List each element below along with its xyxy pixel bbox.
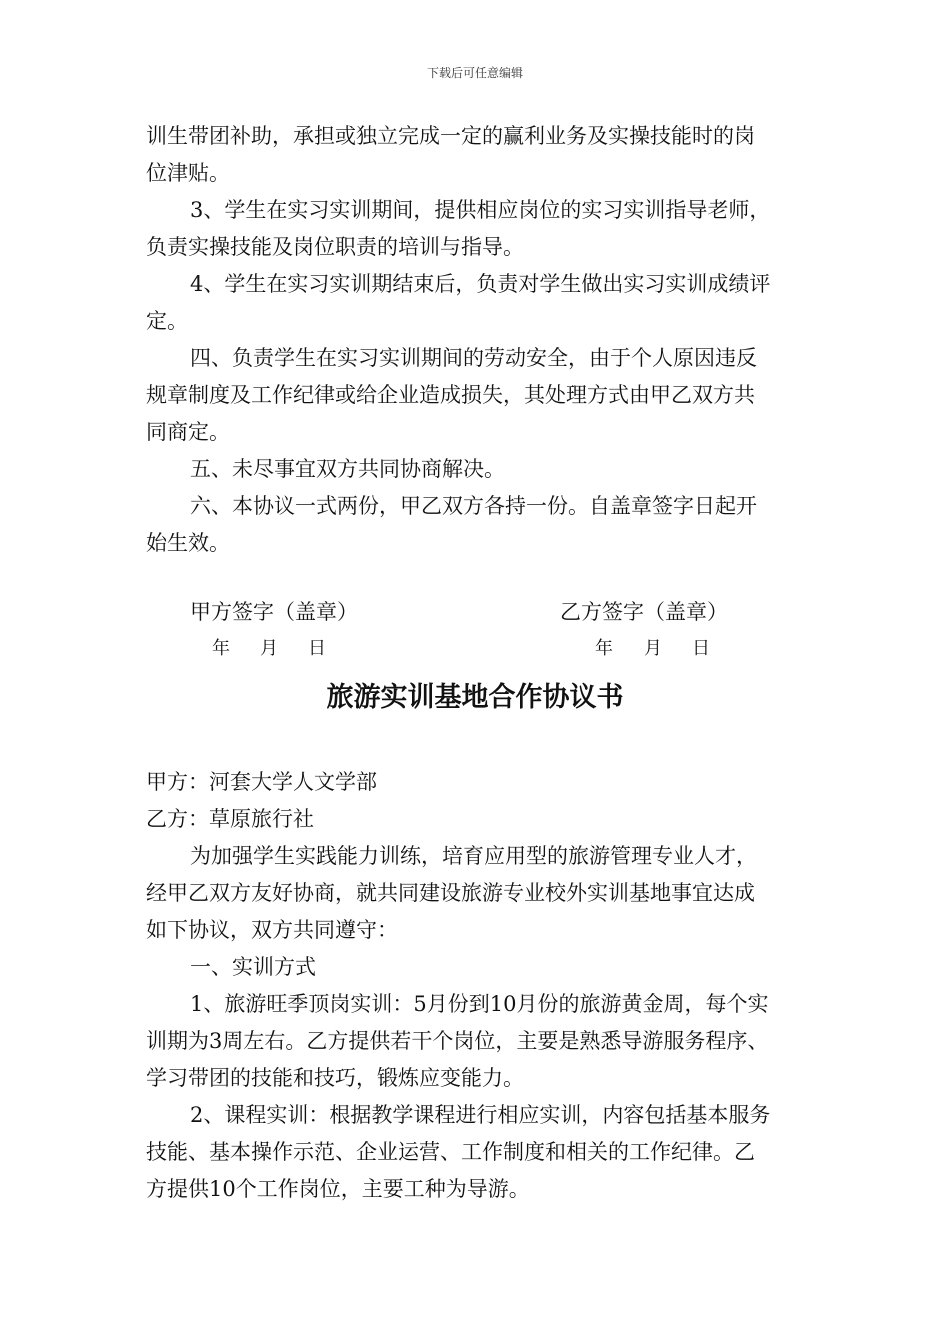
text-line: 为加强学生实践能力训练，培育应用型的旅游管理专业人才， (190, 844, 757, 868)
section-heading: 一、实训方式 (190, 955, 316, 979)
text-line: 经甲乙双方友好协商，就共同建设旅游专业校外实训基地事宜达成 (146, 881, 755, 905)
text-line: 负责实操技能及岗位职责的培训与指导。 (146, 235, 524, 259)
party-b-month: 月 (644, 638, 662, 659)
text-line: 四、负责学生在实习实训期间的劳动安全，由于个人原因违反 (190, 346, 757, 370)
party-a-year: 年 (212, 638, 230, 659)
lower-text-block (146, 764, 816, 1208)
text-line: 技能、基本操作示范、企业运营、工作制度和相关的工作纪律。乙 (146, 1140, 755, 1164)
party-a-signature-label: 甲方签字（盖章） (190, 600, 358, 624)
header-note: 下载后可任意编辑 (426, 66, 523, 80)
date-row (0, 634, 950, 664)
text-line: 训生带团补助，承担或独立完成一定的赢利业务及实操技能时的岗 (146, 124, 755, 148)
text-line: 同商定。 (146, 420, 230, 444)
text-line: 如下协议，双方共同遵守： (146, 918, 398, 942)
text-line: 学习带团的技能和技巧，锻炼应变能力。 (146, 1066, 524, 1090)
party-b-line: 乙方：草原旅行社 (146, 807, 314, 831)
text-line: 五、未尽事宜双方共同协商解决。 (190, 457, 505, 481)
text-line: 2、课程实训：根据教学课程进行相应实训，内容包括基本服务 (190, 1103, 771, 1127)
party-b-year: 年 (595, 638, 613, 659)
party-b-day: 日 (692, 638, 710, 659)
party-a-line: 甲方：河套大学人文学部 (146, 770, 377, 794)
party-a-month: 月 (260, 638, 278, 659)
text-line: 1、旅游旺季顶岗实训：5月份到10月份的旅游黄金周，每个实 (190, 992, 769, 1016)
document-title: 旅游实训基地合作协议书 (326, 682, 624, 713)
text-line: 方提供10个工作岗位，主要工种为导游。 (146, 1177, 530, 1201)
text-line: 4、学生在实习实训期结束后，负责对学生做出实习实训成绩评 (190, 272, 771, 296)
party-a-day: 日 (308, 638, 326, 659)
party-b-signature-label: 乙方签字（盖章） (560, 600, 728, 624)
text-line: 3、学生在实习实训期间，提供相应岗位的实习实训指导老师， (190, 198, 771, 222)
text-line: 六、本协议一式两份，甲乙双方各持一份。自盖章签字日起开 (190, 494, 757, 518)
upper-text-block (146, 118, 816, 562)
signature-row (190, 594, 790, 631)
text-line: 定。 (146, 309, 188, 333)
text-line: 位津贴。 (146, 161, 230, 185)
text-line: 始生效。 (146, 531, 230, 555)
text-line: 训期为3周左右。乙方提供若干个岗位，主要是熟悉导游服务程序、 (146, 1029, 769, 1053)
text-line: 规章制度及工作纪律或给企业造成损失，其处理方式由甲乙双方共 (146, 383, 755, 407)
